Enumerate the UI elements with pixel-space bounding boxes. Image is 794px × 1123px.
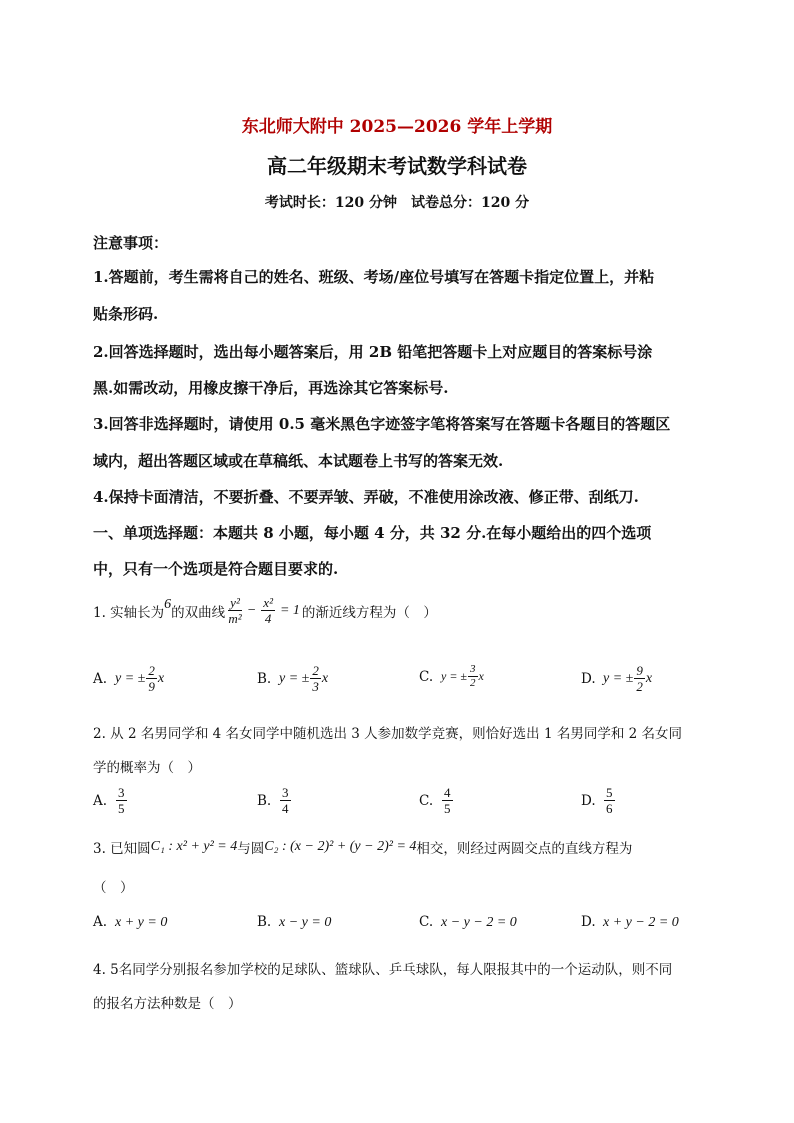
option-pre: y = ±: [115, 670, 146, 686]
notice-line: 贴条形码.: [93, 305, 159, 323]
option-eq: x + y = 0: [115, 915, 168, 930]
q3-suffix: 相交，则经过两圆交点的直线方程为: [416, 841, 633, 857]
q1-suffix: 的渐近线方程为（ ）: [301, 604, 437, 621]
question-3: [93, 837, 632, 857]
option-den: 5: [118, 801, 125, 816]
q1-eq-rhs: = 1: [279, 602, 300, 618]
option-num: 3: [282, 785, 289, 800]
q1-option-a[interactable]: [93, 664, 164, 693]
option-num: 2: [148, 663, 155, 678]
exam-title: 高二年级期末考试数学科试卷: [267, 154, 527, 178]
school-title: 东北师大附中 2025—2026 学年上学期: [241, 117, 553, 137]
option-num: 4: [444, 785, 451, 800]
question-3-cont: （ ）: [93, 880, 134, 896]
q3-circle-2: C₂ : (x − 2)² + (y − 2)² = 4: [264, 839, 417, 854]
option-den: 5: [444, 801, 451, 816]
notice-line: 域内，超出答题区域或在草稿纸、本试题卷上书写的答案无效.: [93, 452, 504, 470]
option-den: 9: [148, 679, 155, 694]
q3-option-a[interactable]: [93, 914, 167, 931]
option-label: D.: [581, 792, 596, 809]
option-label: D.: [581, 670, 596, 687]
q2-option-b[interactable]: [257, 786, 292, 815]
question-4-cont: 的报名方法种数是（ ）: [93, 996, 242, 1012]
notice-line: 3.回答非选择题时，请使用 0.5 毫米黑色字迹签字笔将答案写在答题卡各题目的答题区: [93, 415, 671, 433]
notice-line: 2.回答选择题时，选出每小题答案后，用 2B 铅笔把答题卡上对应题目的答案标号涂: [93, 343, 653, 361]
option-pre: y = ±: [441, 669, 468, 683]
question-1: [93, 596, 437, 625]
q3-option-c[interactable]: [419, 914, 517, 931]
section-heading: 中，只有一个选项是符合题目要求的.: [93, 560, 339, 578]
option-label: C.: [419, 668, 434, 685]
notice-heading: 注意事项：: [93, 234, 169, 252]
option-pre: y = ±: [279, 670, 310, 686]
option-eq: x + y − 2 = 0: [603, 915, 679, 930]
q2-option-a[interactable]: [93, 786, 128, 815]
q1-prefix: 1. 实轴长为: [93, 604, 165, 621]
q2-option-d[interactable]: [581, 786, 616, 815]
notice-line: 黑.如需改动，用橡皮擦干净后，再选涂其它答案标号.: [93, 379, 449, 397]
option-den: 3: [312, 679, 319, 694]
option-label: A.: [93, 670, 108, 687]
option-num: 3: [470, 663, 476, 675]
q1-mid: 的双曲线: [171, 604, 226, 621]
exam-meta: 考试时长：120 分钟 试卷总分：120 分: [264, 195, 530, 211]
option-post: x: [321, 670, 329, 686]
option-num: 5: [606, 785, 613, 800]
option-label: B.: [257, 792, 272, 809]
option-label: C.: [419, 792, 434, 809]
option-den: 2: [636, 679, 643, 694]
q1-equation: $\frac{\text{y²}}{\text{m²}}$ − $\frac{\text{x²}}{4}$ = 1: [228, 595, 300, 626]
q1-eq-4: 4: [264, 611, 272, 626]
option-pre: y = ±: [603, 670, 634, 686]
q2-option-c[interactable]: [419, 786, 454, 815]
q1-six: 6: [164, 596, 172, 612]
q3-option-b[interactable]: [257, 914, 331, 931]
option-label: A.: [93, 792, 108, 809]
option-den: 2: [470, 677, 476, 689]
option-num: 2: [312, 663, 319, 678]
q1-eq-m2: m²: [228, 611, 242, 626]
option-post: x: [478, 669, 484, 683]
option-den: 4: [282, 801, 289, 816]
q1-option-d[interactable]: [581, 664, 652, 693]
q1-option-b[interactable]: [257, 664, 328, 693]
notice-line: 1.答题前，考生需将自己的姓名、班级、考场/座位号填写在答题卡指定位置上，并粘: [93, 268, 655, 286]
section-heading: 一、单项选择题：本题共 8 小题，每小题 4 分，共 32 分.在每小题给出的四个选项: [93, 524, 652, 542]
q3-option-d[interactable]: [581, 914, 679, 931]
option-label: C.: [419, 914, 434, 930]
q1-eq-y2: y²: [230, 595, 240, 610]
q1-option-c[interactable]: [419, 664, 484, 689]
option-post: x: [645, 670, 653, 686]
option-label: D.: [581, 914, 596, 930]
option-label: A.: [93, 914, 108, 930]
option-eq: x − y = 0: [279, 915, 332, 930]
option-num: 3: [118, 785, 125, 800]
question-2: 2. 从 2 名男同学和 4 名女同学中随机选出 3 人参加数学竞赛，则恰好选出 1 名男同学和 2 名女同: [93, 726, 683, 742]
option-eq: x − y − 2 = 0: [441, 915, 517, 930]
option-den: 6: [606, 801, 613, 816]
question-4: 4. 5名同学分别报名参加学校的足球队、篮球队、乒乓球队，每人限报其中的一个运动队，则不同: [93, 962, 673, 978]
q3-circle-1: C₁ : x² + y² = 4: [150, 839, 238, 854]
option-label: B.: [257, 670, 272, 687]
question-2-cont: 学的概率为（ ）: [93, 760, 201, 776]
option-post: x: [157, 670, 165, 686]
q1-eq-x2: x²: [263, 595, 273, 610]
q3-mid: 与圆: [237, 841, 265, 857]
notice-line: 4.保持卡面清洁，不要折叠、不要弄皱、弄破，不准使用涂改液、修正带、刮纸刀.: [93, 488, 639, 506]
option-num: 9: [636, 663, 643, 678]
q3-prefix: 3. 已知圆: [93, 841, 151, 857]
option-label: B.: [257, 914, 272, 930]
